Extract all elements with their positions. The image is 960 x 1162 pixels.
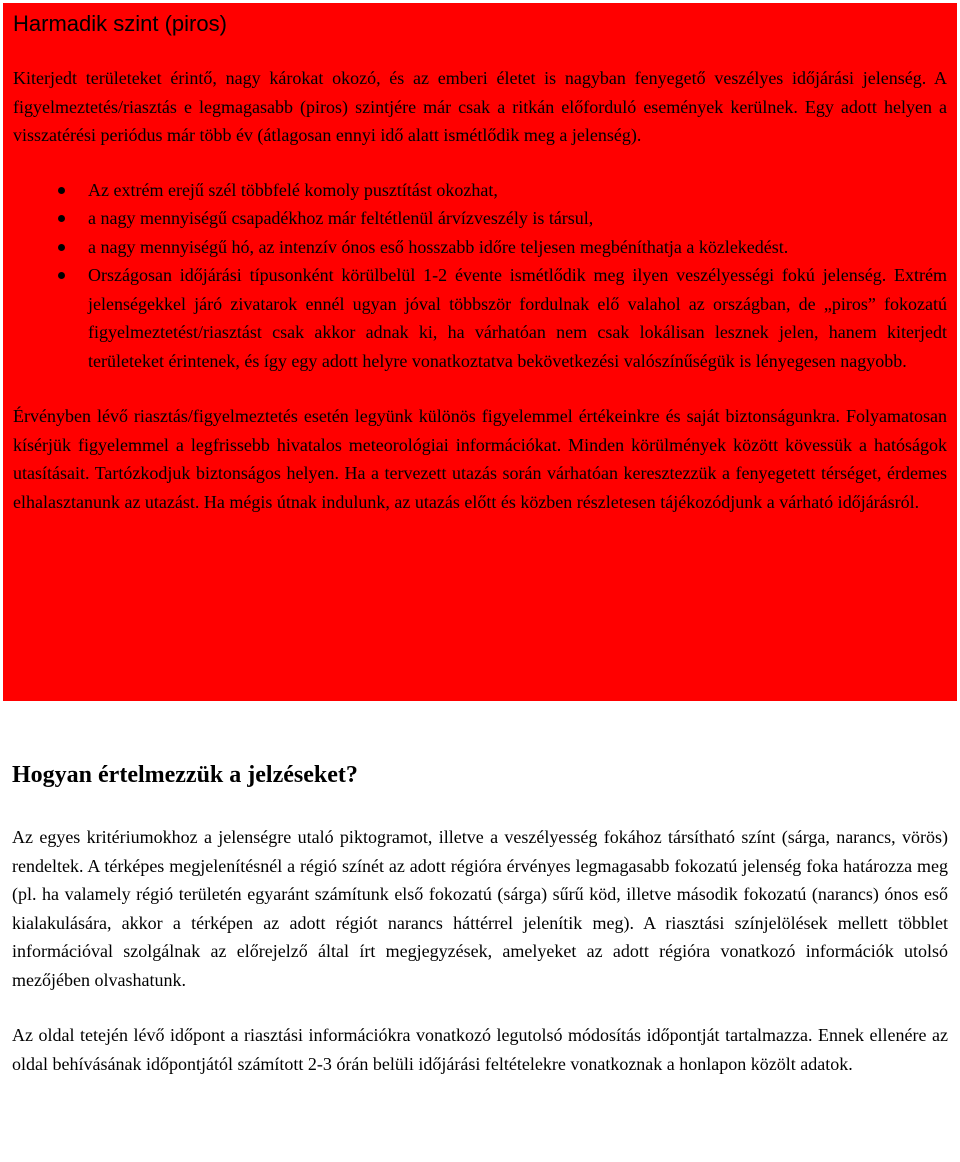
- bullet-icon: [58, 215, 65, 222]
- interpretation-paragraph-2: Az oldal tetején lévő időpont a riasztási információkra vonatkozó legutolsó módosítás időpontját tartalmazza. Ennek ellenére az oldal behívásának időpontjától számított 2-3 órán belüli időjárási feltételekre vonatkoznak a honlapon közölt adatok.: [12, 1025, 948, 1074]
- interpretation-paragraph-1: Az egyes kritériumokhoz a jelenségre utaló piktogramot, illetve a veszélyesség fokához társítható színt (sárga, narancs, vörös) rendeltek. A térképes megjelenítésnél a régió színét az adott régióra érvényes legmagasabb fokozatú jelenség foka határozza meg (pl. ha valamely régió területén egyaránt számítunk első fokozatú (sárga) sűrű köd, illetve második fokozatú (narancs) ónos eső kialakulására, akkor a térképen az adott régiót narancs háttérrel jelenítik meg). A riasztási színjelölések mellett többlet információval szolgálnak az előrejelző által írt megjegyzések, amelyeket az adott régióra vonatkozó információk utolsó mezőjében olvashatunk.: [12, 827, 948, 990]
- list-item: [13, 176, 947, 205]
- bullet-icon: [58, 187, 65, 194]
- list-item: [13, 233, 947, 262]
- interpretation-section: [12, 760, 948, 1078]
- bullet-icon: [58, 244, 65, 251]
- list-item: [13, 204, 947, 233]
- red-level-intro: Kiterjedt területeket érintő, nagy károkat okozó, és az emberi életet is nagyban fenyegető veszélyes időjárási jelenség. A figyelmeztetés/riasztás e legmagasabb (piros) szintjére már csak a ritkán előforduló események kerülnek. Egy adott helyen a visszatérési periódus már több év (átlagosan ennyi idő alatt ismétlődik meg a jelenség).: [13, 68, 947, 145]
- red-level-bullet-list: [13, 176, 947, 376]
- interpretation-heading: Hogyan értelmezzük a jelzéseket?: [12, 762, 358, 788]
- red-level-advice: Érvényben lévő riasztás/figyelmeztetés esetén legyünk különös figyelemmel értékeinkre és saját biztonságunkra. Folyamatosan kísérjük figyelemmel a legfrissebb hivatalos meteorológiai információkat. Minden körülmények között kövessük a hatóságok utasításait. Tartózkodjuk biztonságos helyen. Ha a tervezett utazás során várhatóan keresztezzük a fenyegetett térséget, érdemes elhalasztanunk az utazást. Ha mégis útnak indulunk, az utazás előtt és közben részletesen tájékozódjunk a várható időjárásról.: [13, 406, 947, 512]
- list-item-text: a nagy mennyiségű hó, az intenzív ónos eső hosszabb időre teljesen megbéníthatja a közlekedést.: [88, 236, 789, 257]
- red-level-section: [3, 3, 957, 701]
- list-item-text: Országosan időjárási típusonként körülbelül 1-2 évente ismétlődik meg ilyen veszélyességi fokú jelenség. Extrém jelenségekkel járó zivatarok ennél ugyan jóval többször fordulnak elő valahol az országban, de „piros” fokozatú figyelmeztetést/riasztást csak akkor adnak ki, ha várhatóan nem csak lokálisan lesznek jelen, hanem kiterjedt területeket érintenek, és így egy adott helyre vonatkoztatva bekövetkezési valószínűségük is lényegesen nagyobb.: [88, 265, 947, 371]
- list-item: [13, 261, 947, 375]
- list-item-text: Az extrém erejű szél többfelé komoly pusztítást okozhat,: [88, 179, 498, 200]
- bullet-icon: [58, 272, 65, 279]
- red-level-title: Harmadik szint (piros): [13, 11, 227, 36]
- list-item-text: a nagy mennyiségű csapadékhoz már feltétlenül árvízveszély is társul,: [88, 208, 594, 228]
